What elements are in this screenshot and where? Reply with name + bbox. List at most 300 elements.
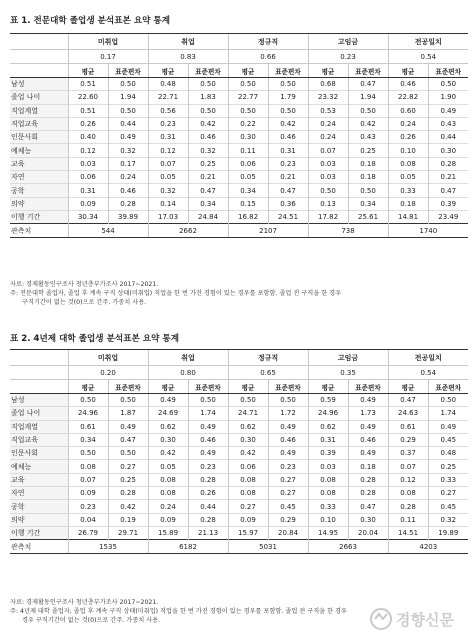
- table-cell: 0.50: [228, 394, 268, 407]
- table-cell: 0.08: [388, 157, 428, 170]
- table-cell: 0.44: [428, 131, 468, 144]
- table-row: [10, 420, 468, 433]
- observations-count: 738: [308, 224, 388, 238]
- table-cell: 1.90: [428, 91, 468, 104]
- table-cell: 0.47: [188, 184, 228, 197]
- mean-header: 평균: [228, 64, 268, 78]
- table-cell: 0.24: [108, 171, 148, 184]
- table-1-notes: [10, 280, 466, 308]
- table-cell: 0.43: [348, 131, 388, 144]
- table-cell: 0.47: [348, 500, 388, 513]
- sd-header: 표준편차: [108, 64, 148, 78]
- mean-header: 평균: [148, 64, 188, 78]
- table-cell: 0.50: [228, 104, 268, 117]
- table-cell: 0.42: [108, 500, 148, 513]
- table-cell: 0.49: [108, 420, 148, 433]
- table-cell: 0.34: [188, 197, 228, 210]
- table-cell: 0.13: [308, 197, 348, 210]
- table-cell: 0.34: [348, 197, 388, 210]
- table-cell: 0.18: [388, 197, 428, 210]
- row-label: 직업계열: [10, 104, 68, 117]
- table-cell: 0.44: [188, 500, 228, 513]
- table-cell: 0.27: [428, 487, 468, 500]
- table-cell: 0.23: [148, 117, 188, 130]
- table-cell: 0.12: [388, 473, 428, 486]
- table-cell: 0.23: [268, 460, 308, 473]
- table-cell: 0.39: [428, 197, 468, 210]
- table-row: [10, 210, 468, 223]
- table-cell: 0.14: [148, 197, 188, 210]
- table-cell: 0.61: [68, 420, 108, 433]
- group-share: 0.83: [148, 50, 228, 64]
- note-line: 자료: 경제활동인구조사 청년층부가조사 2017~2021.: [10, 599, 159, 606]
- table-cell: 0.03: [308, 460, 348, 473]
- table-cell: 0.51: [68, 104, 108, 117]
- row-label: 직업계열: [10, 420, 68, 433]
- table-cell: 0.30: [148, 433, 188, 446]
- table-cell: 0.33: [308, 500, 348, 513]
- row-label: 자연: [10, 487, 68, 500]
- table-row: [10, 473, 468, 486]
- mean-header: 평균: [308, 64, 348, 78]
- table-cell: 0.47: [268, 184, 308, 197]
- table-cell: 0.07: [148, 157, 188, 170]
- observations-label: 관측치: [10, 224, 68, 238]
- table-cell: 0.24: [148, 500, 188, 513]
- table-cell: 0.49: [348, 394, 388, 407]
- table-cell: 16.82: [228, 210, 268, 223]
- table-row: [10, 460, 468, 473]
- table-cell: 0.26: [188, 487, 228, 500]
- table-cell: 0.03: [68, 157, 108, 170]
- group-share: 0.17: [68, 50, 148, 64]
- table-cell: 0.50: [108, 104, 148, 117]
- group-share: 0.66: [228, 50, 308, 64]
- table-cell: 0.08: [148, 487, 188, 500]
- group-name: 전공일치: [388, 350, 468, 366]
- row-label: 졸업 나이: [10, 407, 68, 420]
- table-cell: 0.49: [148, 394, 188, 407]
- empty-cell: [10, 50, 68, 64]
- corner-cell: [10, 34, 68, 50]
- group-share: 0.35: [308, 366, 388, 380]
- table-cell: 0.49: [188, 420, 228, 433]
- table-cell: 0.49: [428, 420, 468, 433]
- table-row: [10, 171, 468, 184]
- table-cell: 0.46: [388, 78, 428, 91]
- table-cell: 0.30: [348, 513, 388, 526]
- note-line: 주: 전문대학 졸업자, 졸업 후 계속 구직 상태(미취업) 직업을 한 번 가진 경험이 있는 경우를 포함함. 졸업 전 구직을 한 경우: [10, 290, 342, 298]
- table-row: [10, 487, 468, 500]
- table-cell: 0.32: [428, 513, 468, 526]
- table-cell: 20.84: [268, 526, 308, 539]
- table-cell: 0.05: [148, 460, 188, 473]
- table-cell: 0.24: [388, 117, 428, 130]
- observations-row: [10, 224, 468, 238]
- observations-count: 544: [68, 224, 148, 238]
- table-cell: 24.96: [308, 407, 348, 420]
- table-cell: 0.61: [388, 420, 428, 433]
- row-label: 직업교육: [10, 433, 68, 446]
- table-cell: 0.50: [188, 104, 228, 117]
- table-cell: 0.27: [108, 460, 148, 473]
- row-label: 이행 기간: [10, 526, 68, 539]
- observations-count: 2663: [308, 540, 388, 554]
- group-name: 취업: [148, 350, 228, 366]
- group-name: 정규직: [228, 350, 308, 366]
- table-cell: 0.31: [308, 433, 348, 446]
- sd-header: 표준편차: [268, 64, 308, 78]
- row-label: 예체능: [10, 144, 68, 157]
- table-cell: 0.42: [188, 117, 228, 130]
- row-label: 공학: [10, 500, 68, 513]
- table-cell: 0.07: [388, 460, 428, 473]
- sd-header: 표준편차: [348, 380, 388, 394]
- table-cell: 25.61: [348, 210, 388, 223]
- mean-header: 평균: [148, 380, 188, 394]
- table-cell: 0.08: [308, 473, 348, 486]
- table-cell: 0.25: [428, 460, 468, 473]
- table-cell: 0.29: [388, 433, 428, 446]
- group-header-row: [10, 34, 468, 50]
- table-cell: 0.06: [228, 460, 268, 473]
- table-cell: 22.82: [388, 91, 428, 104]
- table-cell: 0.47: [108, 433, 148, 446]
- table-cell: 0.03: [308, 157, 348, 170]
- table-cell: 0.06: [228, 157, 268, 170]
- table-cell: 24.69: [148, 407, 188, 420]
- table-cell: 0.05: [148, 171, 188, 184]
- table-cell: 0.08: [68, 460, 108, 473]
- row-label: 의약: [10, 197, 68, 210]
- table-cell: 0.33: [428, 473, 468, 486]
- table-cell: 20.04: [348, 526, 388, 539]
- table-cell: 0.50: [428, 78, 468, 91]
- table-cell: 0.44: [108, 117, 148, 130]
- table-cell: 29.71: [108, 526, 148, 539]
- table-cell: 0.28: [348, 487, 388, 500]
- table-cell: 1.74: [188, 407, 228, 420]
- group-name: 미취업: [68, 350, 148, 366]
- table-cell: 0.49: [268, 420, 308, 433]
- table-cell: 0.23: [188, 460, 228, 473]
- group-share: 0.80: [148, 366, 228, 380]
- table-cell: 39.89: [108, 210, 148, 223]
- sd-header: 표준편차: [188, 380, 228, 394]
- table-cell: 1.79: [268, 91, 308, 104]
- table-cell: 0.11: [388, 513, 428, 526]
- table-row: [10, 500, 468, 513]
- table-cell: 22.77: [228, 91, 268, 104]
- table-1: [10, 33, 468, 238]
- table-cell: 1.94: [348, 91, 388, 104]
- table-cell: 0.40: [68, 131, 108, 144]
- table-cell: 1.74: [428, 407, 468, 420]
- corner-cell: [10, 350, 68, 366]
- row-label: 남성: [10, 78, 68, 91]
- group-name: 고임금: [308, 350, 388, 366]
- table-cell: 0.03: [308, 171, 348, 184]
- table-cell: 19.89: [428, 526, 468, 539]
- table-cell: 0.50: [428, 394, 468, 407]
- observations-label: 관측치: [10, 540, 68, 554]
- watermark-logo: [370, 606, 470, 632]
- table-cell: 24.51: [268, 210, 308, 223]
- group-name: 전공일치: [388, 34, 468, 50]
- table-cell: 0.17: [108, 157, 148, 170]
- sd-header: 표준편차: [108, 380, 148, 394]
- table-cell: 0.29: [268, 513, 308, 526]
- group-name: 취업: [148, 34, 228, 50]
- table-cell: 0.22: [228, 117, 268, 130]
- observations-count: 1535: [68, 540, 148, 554]
- table-cell: 0.68: [308, 78, 348, 91]
- table-cell: 0.50: [228, 78, 268, 91]
- note-line: 자료: 경제활동인구조사 청년층부가조사 2017~2021.: [10, 281, 159, 288]
- table-cell: 24.63: [388, 407, 428, 420]
- table-cell: 0.47: [388, 394, 428, 407]
- table-cell: 0.42: [348, 117, 388, 130]
- table-cell: 0.18: [348, 460, 388, 473]
- table-cell: 0.07: [68, 473, 108, 486]
- table-cell: 0.30: [228, 131, 268, 144]
- table-cell: 14.51: [388, 526, 428, 539]
- row-label: 남성: [10, 394, 68, 407]
- mean-header: 평균: [68, 380, 108, 394]
- table-cell: 0.33: [388, 184, 428, 197]
- table-cell: 0.28: [188, 473, 228, 486]
- table-cell: 0.21: [268, 171, 308, 184]
- empty-cell: [10, 64, 68, 78]
- table-cell: 0.04: [68, 513, 108, 526]
- table-row: [10, 91, 468, 104]
- table-cell: 0.15: [228, 197, 268, 210]
- table-cell: 0.48: [428, 447, 468, 460]
- table-row: [10, 197, 468, 210]
- table-cell: 0.42: [228, 447, 268, 460]
- table-cell: 0.12: [148, 144, 188, 157]
- observations-count: 2107: [228, 224, 308, 238]
- group-share: 0.54: [388, 366, 468, 380]
- table-cell: 30.34: [68, 210, 108, 223]
- row-label: 직업교육: [10, 117, 68, 130]
- group-share: 0.65: [228, 366, 308, 380]
- watermark-text: 경향신문: [396, 611, 454, 629]
- stat-header-row: [10, 380, 468, 394]
- table-row: [10, 394, 468, 407]
- group-share: 0.23: [308, 50, 388, 64]
- table-row: [10, 131, 468, 144]
- table-cell: 0.53: [308, 104, 348, 117]
- table-cell: 0.28: [388, 500, 428, 513]
- table-cell: 1.73: [348, 407, 388, 420]
- table-cell: 0.28: [428, 157, 468, 170]
- table-cell: 23.49: [428, 210, 468, 223]
- table-cell: 0.62: [228, 420, 268, 433]
- table-cell: 0.45: [268, 500, 308, 513]
- table-cell: 14.95: [308, 526, 348, 539]
- table-cell: 0.12: [68, 144, 108, 157]
- table-cell: 0.59: [308, 394, 348, 407]
- table-cell: 0.28: [188, 513, 228, 526]
- table-cell: 0.30: [428, 144, 468, 157]
- table-cell: 0.05: [228, 171, 268, 184]
- table-cell: 0.23: [68, 500, 108, 513]
- table-cell: 0.28: [108, 197, 148, 210]
- row-label: 공학: [10, 184, 68, 197]
- table-cell: 0.21: [188, 171, 228, 184]
- table-cell: 23.32: [308, 91, 348, 104]
- table-cell: 0.10: [388, 144, 428, 157]
- table-cell: 0.51: [68, 78, 108, 91]
- table-cell: 0.21: [428, 171, 468, 184]
- sd-header: 표준편차: [428, 64, 468, 78]
- table-cell: 0.39: [308, 447, 348, 460]
- table-cell: 15.89: [148, 526, 188, 539]
- table-cell: 0.11: [228, 144, 268, 157]
- table-cell: 0.24: [308, 117, 348, 130]
- sd-header: 표준편차: [428, 380, 468, 394]
- row-label: 자연: [10, 171, 68, 184]
- sd-header: 표준편차: [188, 64, 228, 78]
- table-cell: 24.84: [188, 210, 228, 223]
- table-cell: 0.50: [108, 447, 148, 460]
- mean-header: 평균: [388, 380, 428, 394]
- table-cell: 0.09: [68, 487, 108, 500]
- table-row: [10, 78, 468, 91]
- table-cell: 0.08: [148, 473, 188, 486]
- table-cell: 0.45: [428, 500, 468, 513]
- table-cell: 0.25: [348, 144, 388, 157]
- empty-cell: [10, 380, 68, 394]
- table-cell: 22.71: [148, 91, 188, 104]
- row-label: 졸업 나이: [10, 91, 68, 104]
- table-cell: 0.26: [68, 117, 108, 130]
- table-cell: 0.49: [108, 131, 148, 144]
- table-cell: 0.18: [348, 157, 388, 170]
- table-row: [10, 433, 468, 446]
- note-line: 경우 구직기간이 없는 것(0)으로 간주. 가중치 사용.: [22, 617, 161, 625]
- observations-count: 6182: [148, 540, 228, 554]
- empty-cell: [10, 366, 68, 380]
- table-1-caption: 표 1. 전문대학 졸업생 분석표본 요약 통계: [10, 16, 171, 26]
- table-cell: 0.62: [148, 420, 188, 433]
- table-row: [10, 447, 468, 460]
- table-cell: 0.50: [268, 78, 308, 91]
- note-line: 구직기간이 없는 것(0)으로 간주. 가중치 사용.: [22, 299, 147, 307]
- table-cell: 0.18: [348, 171, 388, 184]
- table-cell: 26.79: [68, 526, 108, 539]
- table-cell: 0.46: [268, 131, 308, 144]
- group-name: 정규직: [228, 34, 308, 50]
- note-line: 주: 4년제 대학 졸업자, 졸업 후 계속 구직 상태(미취업) 직업을 한 번 가진 경험이 있는 경우를 포함함. 졸업 전 구직을 한 경우: [10, 608, 348, 616]
- table-cell: 0.50: [188, 78, 228, 91]
- row-label: 이행 기간: [10, 210, 68, 223]
- table-cell: 0.60: [388, 104, 428, 117]
- observations-count: 4203: [388, 540, 468, 554]
- table-cell: 0.50: [108, 394, 148, 407]
- table-cell: 1.94: [108, 91, 148, 104]
- observations-count: 5031: [228, 540, 308, 554]
- table-cell: 17.82: [308, 210, 348, 223]
- group-share-row: [10, 50, 468, 64]
- group-name: 고임금: [308, 34, 388, 50]
- table-cell: 21.13: [188, 526, 228, 539]
- table-cell: 0.42: [148, 447, 188, 460]
- table-cell: 0.56: [148, 104, 188, 117]
- table-cell: 0.37: [388, 447, 428, 460]
- table-cell: 0.32: [148, 184, 188, 197]
- table-2: [10, 349, 468, 554]
- table-cell: 0.34: [68, 433, 108, 446]
- table-cell: 0.25: [188, 157, 228, 170]
- table-cell: 0.09: [148, 513, 188, 526]
- table-cell: 0.30: [228, 433, 268, 446]
- table-cell: 0.42: [268, 117, 308, 130]
- table-cell: 0.32: [188, 144, 228, 157]
- table-row: [10, 513, 468, 526]
- table-cell: 0.24: [308, 131, 348, 144]
- table-cell: 0.07: [308, 144, 348, 157]
- row-label: 예체능: [10, 460, 68, 473]
- table-cell: 0.50: [308, 184, 348, 197]
- table-cell: 0.36: [268, 197, 308, 210]
- table-cell: 0.50: [268, 104, 308, 117]
- mean-header: 평균: [68, 64, 108, 78]
- stat-header-row: [10, 64, 468, 78]
- table-cell: 22.60: [68, 91, 108, 104]
- group-share: 0.54: [388, 50, 468, 64]
- table-row: [10, 144, 468, 157]
- table-cell: 0.49: [268, 447, 308, 460]
- table-row: [10, 407, 468, 420]
- row-label: 교육: [10, 157, 68, 170]
- table-cell: 0.48: [148, 78, 188, 91]
- table-cell: 0.50: [348, 104, 388, 117]
- table-cell: 0.49: [348, 420, 388, 433]
- group-share-row: [10, 366, 468, 380]
- table-cell: 0.19: [108, 513, 148, 526]
- table-cell: 1.83: [188, 91, 228, 104]
- table-cell: 1.72: [268, 407, 308, 420]
- table-cell: 0.28: [348, 473, 388, 486]
- table-2-caption: 표 2. 4년제 대학 졸업생 분석표본 요약 통계: [10, 334, 179, 344]
- table-cell: 0.08: [388, 487, 428, 500]
- table-cell: 0.46: [348, 433, 388, 446]
- table-cell: 0.08: [308, 487, 348, 500]
- table-cell: 14.81: [388, 210, 428, 223]
- table-cell: 0.50: [108, 78, 148, 91]
- table-cell: 0.43: [428, 117, 468, 130]
- table-cell: 0.46: [188, 433, 228, 446]
- table-cell: 0.28: [108, 487, 148, 500]
- table-cell: 0.49: [348, 447, 388, 460]
- mean-header: 평균: [228, 380, 268, 394]
- table-cell: 15.97: [228, 526, 268, 539]
- sd-header: 표준편차: [268, 380, 308, 394]
- observations-row: [10, 540, 468, 554]
- table-cell: 0.34: [228, 184, 268, 197]
- observations-count: 1740: [388, 224, 468, 238]
- table-cell: 17.03: [148, 210, 188, 223]
- group-header-row: [10, 350, 468, 366]
- table-cell: 0.09: [68, 197, 108, 210]
- table-cell: 0.09: [228, 513, 268, 526]
- table-cell: 0.50: [348, 184, 388, 197]
- table-cell: 1.87: [108, 407, 148, 420]
- table-cell: 0.08: [228, 473, 268, 486]
- table-cell: 0.23: [268, 157, 308, 170]
